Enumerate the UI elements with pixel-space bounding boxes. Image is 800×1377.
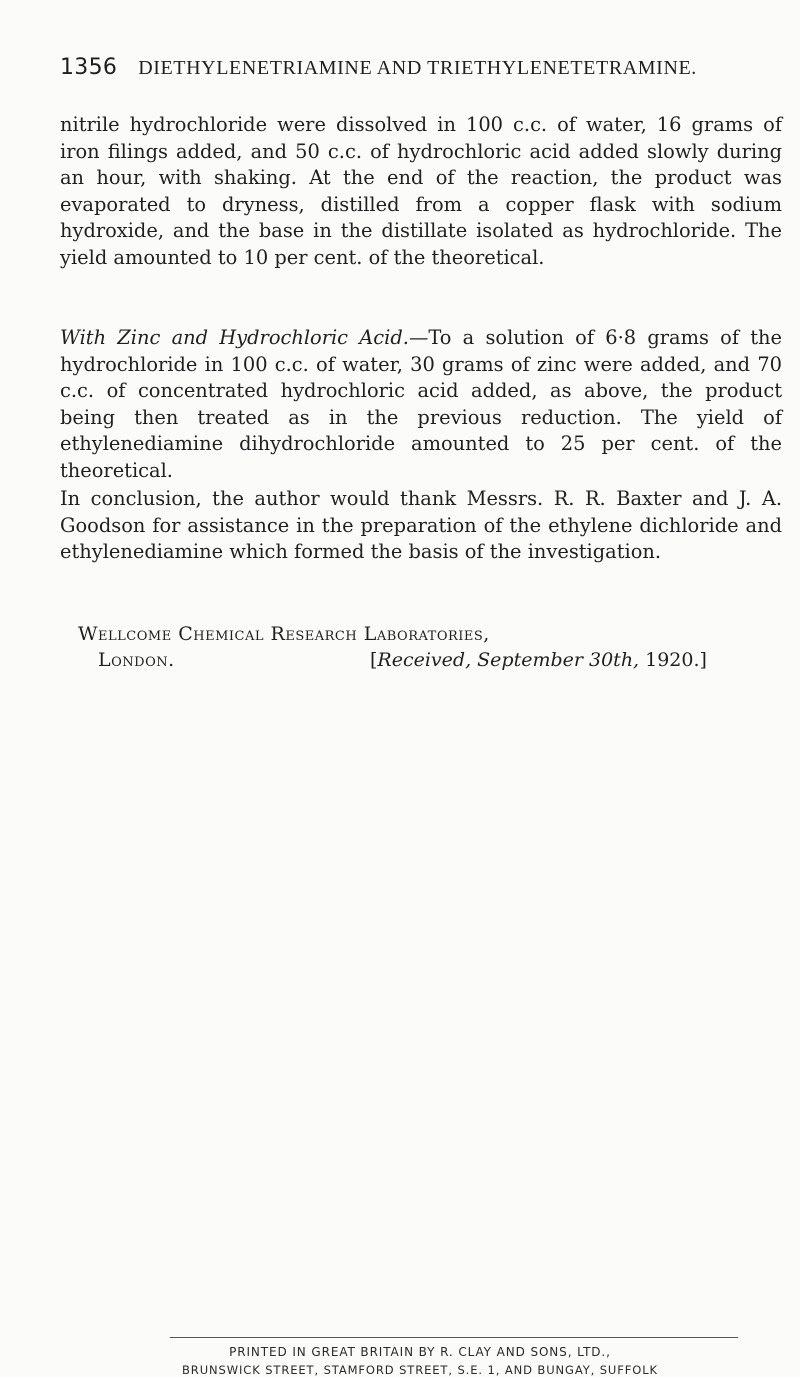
received-date: [Received, September 30th, 1920.] xyxy=(370,649,707,671)
institution-name: Wellcome Chemical Research Laboratories, xyxy=(78,623,490,645)
paragraph-zinc-text: —To a solution of 6·8 grams of the hydrochloride in 100 c.c. of water, 30 grams of zinc were added, and 70 c.c. of concentrated hydrochloric acid added, as above, the product being then treated as in the previous reduction. The yield of ethylenediamine dihydrochloride amounted to 25 per cent. of the theoretical. xyxy=(60,326,783,482)
paragraph-iron-reduction: nitrile hydrochloride were dissolved in 100 c.c. of water, 16 grams of iron filings added, and 50 c.c. of hydrochloric acid added slowly during an hour, with shaking. At the end of the reaction, the product was evaporated to dryness, distilled from a copper flask with sodium hydroxide, and the base in the distillate isolated as hydrochloride. The yield amounted to 10 per cent. of the theoretical. xyxy=(60,113,782,269)
affiliation-block xyxy=(78,623,490,671)
running-title: DIETHYLENETRIAMINE AND TRIETHYLENETETRAMINE. xyxy=(138,57,697,79)
printer-imprint-line-2: BRUNSWICK STREET, STAMFORD STREET, S.E. 1, AND BUNGAY, SUFFOLK xyxy=(182,1363,658,1377)
paragraph-conclusion: In conclusion, the author would thank Messrs. R. R. Baxter and J. A. Goodson for assistance in the preparation of the ethylene dichloride and ethylenediamine which formed the basis of the investigation. xyxy=(60,487,782,563)
running-header xyxy=(60,55,780,80)
section-heading-zinc: With Zinc and Hydrochloric Acid. xyxy=(60,326,409,349)
paragraph-zinc-reduction xyxy=(60,325,782,484)
footer-divider xyxy=(170,1337,738,1338)
received-label: Received, September 30th, xyxy=(377,649,640,671)
page-number: 1356 xyxy=(60,55,118,80)
printer-imprint-line-1: PRINTED IN GREAT BRITAIN BY R. CLAY AND SONS, LTD., xyxy=(229,1345,611,1359)
received-year: 1920.] xyxy=(639,649,707,671)
institution-city: London. xyxy=(98,649,175,671)
